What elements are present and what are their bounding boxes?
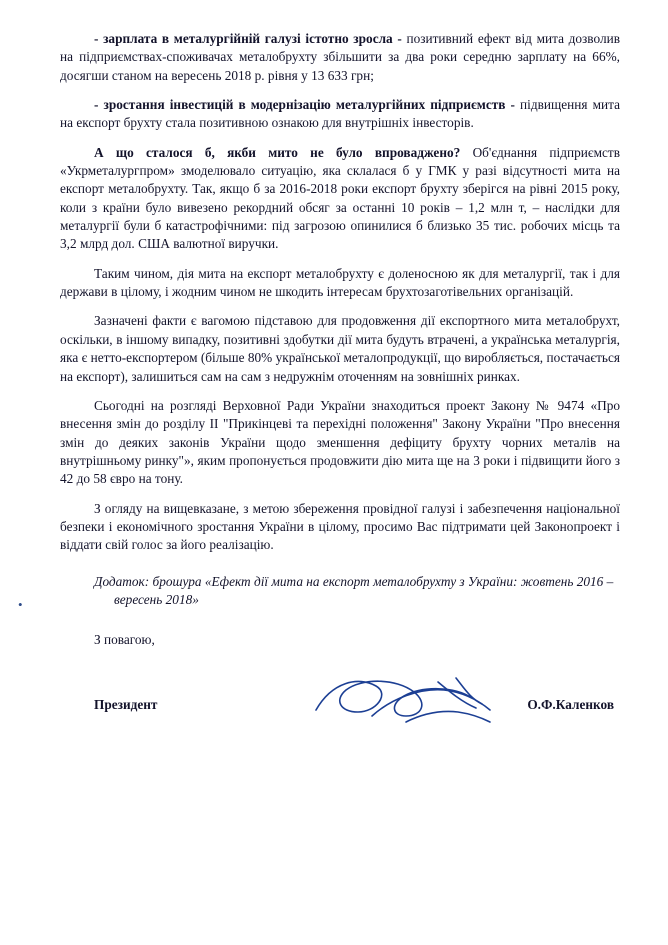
signature-block [60,696,620,714]
paragraph-conclusion-text: Таким чином, дія мита на експорт металобрухту є доленосною як для металургії, так і для держави в цілому, і жодним чином не шкодить інтересам брухтозаготівельних організацій. [60,265,620,300]
regards-line [60,631,620,649]
paragraph-request-text: З огляду на вищевказане, з метою збереження провідної галузі і забезпечення національної безпеки і економічного зростання України в цілому, просимо Вас підтримати цей Законопроект і віддати свій голос за його реалізацію. [60,500,620,553]
margin-mark: • [18,597,23,612]
paragraph-investment-lead: - зростання інвестицій в модернізацію металургійних підприємств - [94,97,521,113]
paragraph-what-if-lead: А що сталося б, якби мито не було впроваджено? [94,144,473,160]
attachment-line-1: Додаток: брошура «Ефект дії мита на експорт металобрухту з України: жовтень 2016 – [94,573,614,589]
paragraph-salary-lead: - зарплата в металургійній галузі істотно зросла - [94,31,407,46]
paragraph-salary-text: позитивний ефект від мита дозволив на підприємствах-споживачах металобрухту збільшити за два роки середню зарплату на 66%, досягши станом на вересень 2018 р. рівня у 13 633 грн; [60,31,620,83]
paragraph-what-if [60,144,620,254]
signer-title: Президент [94,696,158,712]
paragraph-investment [60,96,620,133]
paragraph-investment-text: підвищення мита на експорт брухту стала позитивною ознакою для внутрішніх інвесторів. [60,97,620,131]
page-bottom-space [60,714,620,854]
paragraph-salary [60,30,620,85]
paragraph-facts [60,312,620,385]
paragraph-request [60,500,620,555]
document-body [60,30,620,714]
paragraph-conclusion [60,265,620,302]
attachment-note [60,573,620,610]
attachment-line-2: вересень 2018» [114,591,199,607]
paragraph-what-if-text: Об'єднання підприємств «Укрметалургпром» змоделювало ситуацію, яка склалася б у ГМК у разі відсутності мита на експорт металобрухту. Так, якщо б за 2016-2018 роки експорт брухту зберігся на рівні 2015 року, коли з країни було вивезено рекордний обсяг за останні 10 років – 1,2 млн т, – наслідки для металургії були б катастрофічними: під загрозою опинилися б близько 35 тис. робочих місць та 3,2 млрд дол. США валютної виручки. [60,144,621,252]
paragraph-law [60,397,620,489]
signer-name: О.Ф.Каленков [527,696,614,712]
regards-text: З повагою, [94,632,155,648]
paragraph-law-text: Сьогодні на розгляді Верховної Ради України знаходиться проект Закону № 9474 «Про внесення змін до розділу II "Прикінцеві та перехідні положення" Закону України "Про внесення змін до деяких законів України щодо зменшення дефіциту брухту чорних металів на внутрішньому ринку"», яким пропонується продовжити дію мита ще на 3 роки і підвищити його з 42 до 58 євро на тону. [60,397,620,487]
paragraph-facts-text: Зазначені факти є вагомою підставою для продовження дії експортного мита металобрухт, оскільки, в іншому випадку, позитивні здобутки дії мита будуть втрачені, а українська металургія, яка є нетто-експортером (більше 80% української металопродукції, що виробляється, постачається на експорт), залишиться сам на сам з недружнім оточенням на зовнішніх ринках. [60,313,620,384]
